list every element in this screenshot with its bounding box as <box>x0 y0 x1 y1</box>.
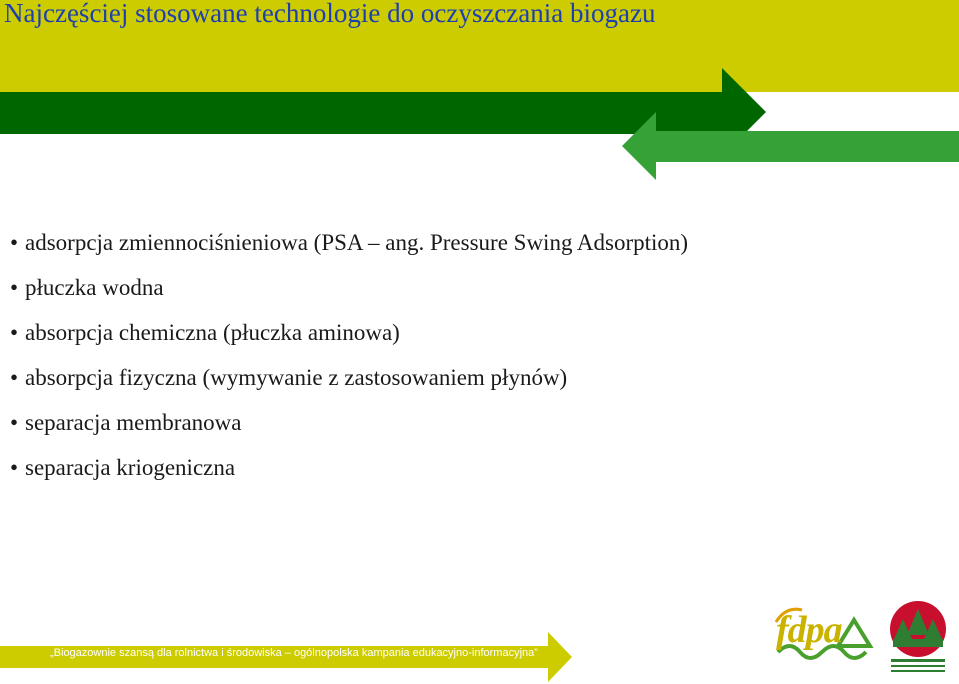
fdpa-logo-text: fdpa <box>776 609 842 651</box>
list-item: • separacja membranowa <box>10 408 688 453</box>
foundation-seal-logo <box>885 599 951 679</box>
page-title: Najczęściej stosowane technologie do oczyszczania biogazu <box>4 0 656 28</box>
list-item: • separacja kriogeniczna <box>10 453 688 498</box>
bullet-dot-icon: • <box>10 275 19 300</box>
bullet-dot-icon: • <box>10 230 19 255</box>
bullet-dot-icon: • <box>10 455 19 480</box>
list-item: • absorpcja chemiczna (płuczka aminowa) <box>10 318 688 363</box>
list-item: • adsorpcja zmiennociśnieniowa (PSA – ang. Pressure Swing Adsorption) <box>10 228 688 273</box>
bullet-dot-icon: • <box>10 410 19 435</box>
bullet-dot-icon: • <box>10 365 19 390</box>
footer-campaign-text: „Biogazownie szansą dla rolnictwa i środowiska – ogólnopolska kampania edukacyjno-informacyjna” <box>50 647 538 659</box>
list-item: • płuczka wodna <box>10 273 688 318</box>
list-item: • absorpcja fizyczna (wymywanie z zastosowaniem płynów) <box>10 363 688 408</box>
bullet-dot-icon: • <box>10 320 19 345</box>
bullet-list <box>10 228 688 498</box>
